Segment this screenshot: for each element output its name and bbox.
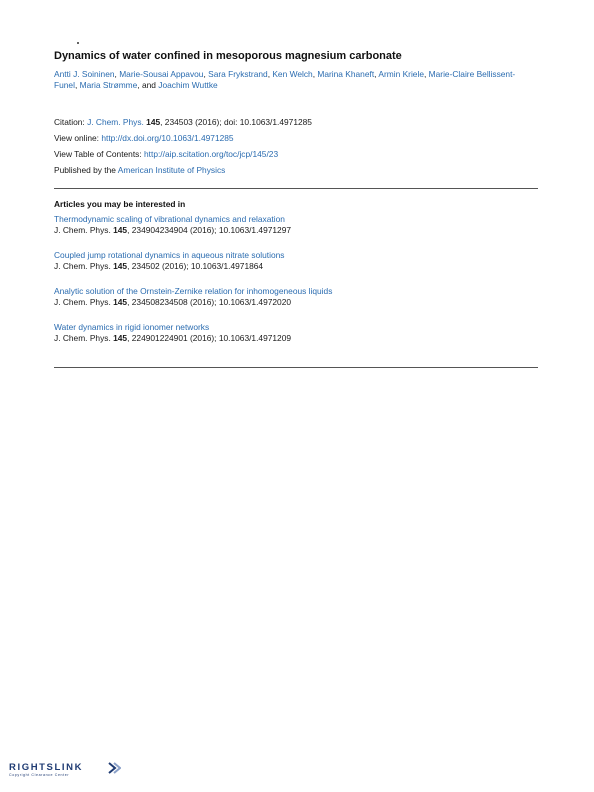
list-item <box>54 286 538 308</box>
article-journal: J. Chem. Phys. <box>54 297 114 307</box>
citation-label: Citation: <box>54 117 88 127</box>
related-articles-heading: Articles you may be interested in <box>54 199 186 209</box>
author-separator: , <box>203 69 209 79</box>
citation-row <box>54 114 538 130</box>
article-journal: J. Chem. Phys. <box>54 261 114 271</box>
divider-top <box>54 188 538 189</box>
author-link[interactable]: Marina Khaneft <box>317 69 375 79</box>
chevron-right-icon <box>107 762 121 774</box>
author-separator: , <box>74 80 80 90</box>
author-separator: , <box>267 69 273 79</box>
toc-row <box>54 146 538 162</box>
article-title-link[interactable]: Thermodynamic scaling of vibrational dynamics and relaxation <box>54 214 285 224</box>
author-separator: , <box>423 69 429 79</box>
toc-link[interactable]: http://aip.scitation.org/toc/jcp/145/23 <box>144 149 279 159</box>
article-details: , 234904234904 (2016); 10.1063/1.4971297 <box>127 225 292 235</box>
article-journal: J. Chem. Phys. <box>54 333 114 343</box>
published-label: Published by the <box>54 165 118 175</box>
rightslink-wordmark: RIGHTSLINK <box>9 762 84 773</box>
article-reference <box>54 261 538 272</box>
citation-details: , 234503 (2016); doi: 10.1063/1.4971285 <box>160 117 312 127</box>
article-volume: 145 <box>113 297 128 307</box>
article-details: , 234502 (2016); 10.1063/1.4971864 <box>127 261 264 271</box>
author-link[interactable]: Antti J. Soininen <box>54 69 115 79</box>
related-articles <box>54 199 538 358</box>
article-title-link[interactable]: Coupled jump rotational dynamics in aqueous nitrate solutions <box>54 250 285 260</box>
decorative-dot <box>77 42 79 44</box>
author-link[interactable]: Marie-Claire Bellissent-Funel <box>54 69 516 90</box>
citation-volume: 145 <box>146 117 161 127</box>
view-online-link[interactable]: http://dx.doi.org/10.1063/1.4971285 <box>101 133 234 143</box>
citation-journal-link[interactable]: J. Chem. Phys. <box>87 117 144 127</box>
view-online-row <box>54 130 538 146</box>
author-link[interactable]: Joachim Wuttke <box>158 80 218 90</box>
article-details: , 234508234508 (2016); 10.1063/1.4972020 <box>127 297 292 307</box>
list-item <box>54 214 538 236</box>
author-link[interactable]: Ken Welch <box>272 69 313 79</box>
rightslink-logo[interactable] <box>9 762 121 778</box>
article-title-link[interactable]: Water dynamics in rigid ionomer networks <box>54 322 210 332</box>
article-volume: 145 <box>113 225 128 235</box>
author-link[interactable]: Sara Frykstrand <box>208 69 268 79</box>
article-title-link[interactable]: Analytic solution of the Ornstein-Zernike relation for inhomogeneous liquids <box>54 286 333 296</box>
rightslink-subtext: Copyright Clearance Center <box>9 773 70 777</box>
author-separator: , <box>114 69 120 79</box>
author-separator: , <box>374 69 379 79</box>
list-item <box>54 322 538 344</box>
article-reference <box>54 297 538 308</box>
article-reference <box>54 333 538 344</box>
citation-block <box>54 114 538 178</box>
author-link[interactable]: Marie-Sousai Appavou <box>119 69 204 79</box>
divider-bottom <box>54 367 538 368</box>
publisher-link[interactable]: American Institute of Physics <box>117 165 226 175</box>
paper-title: Dynamics of water confined in mesoporous magnesium carbonate <box>54 50 402 62</box>
author-link[interactable]: Maria Strømme <box>79 80 138 90</box>
view-online-label: View online: <box>54 133 102 143</box>
publisher-row <box>54 162 538 178</box>
article-details: , 224901224901 (2016); 10.1063/1.4971209 <box>127 333 292 343</box>
article-volume: 145 <box>113 333 128 343</box>
author-separator: , <box>312 69 318 79</box>
article-journal: J. Chem. Phys. <box>54 225 114 235</box>
article-reference <box>54 225 538 236</box>
toc-label: View Table of Contents: <box>54 149 145 159</box>
author-separator: , and <box>137 80 159 90</box>
author-link[interactable]: Armin Kriele <box>378 69 424 79</box>
list-item <box>54 250 538 272</box>
article-volume: 145 <box>113 261 128 271</box>
author-list <box>54 69 538 91</box>
